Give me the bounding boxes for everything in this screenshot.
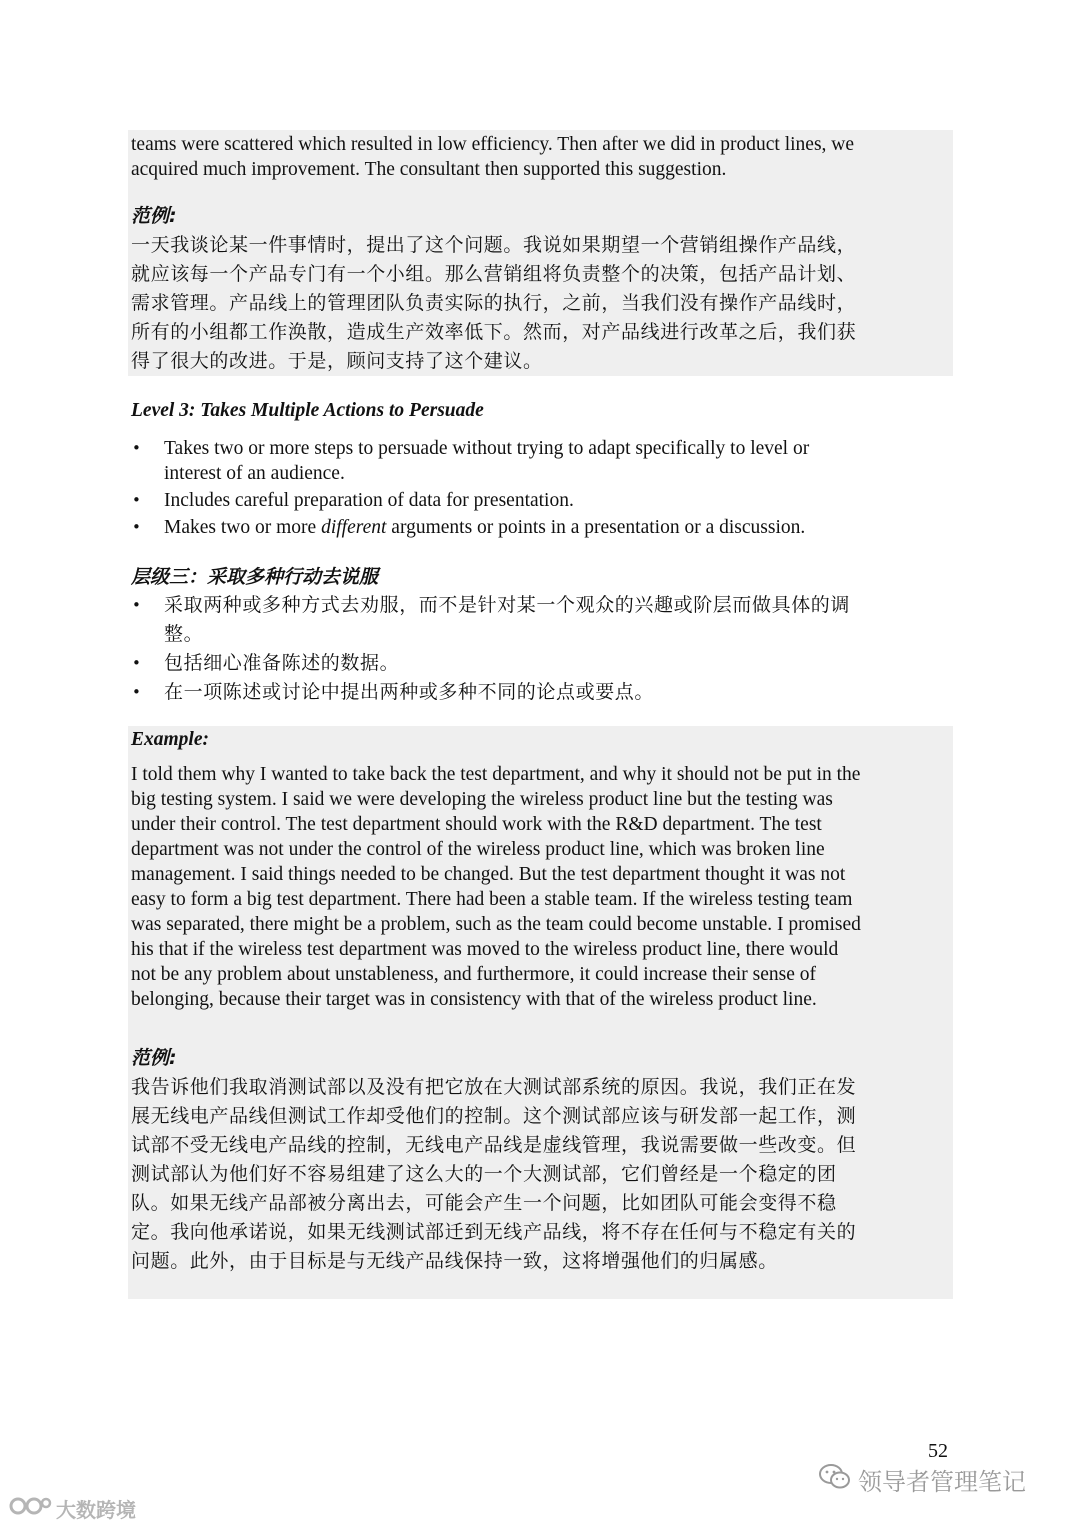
chinese-line: 我告诉他们我取消测试部以及没有把它放在大测试部系统的原因。我说，我们正在发 [131,1076,857,1098]
english-line: big testing system. I said we were developing the wireless product line but the testing was [131,789,833,810]
english-line: was separated, there might be a problem, such as the team could become unstable. I promised [131,914,861,935]
chinese-line: 需求管理。产品线上的管理团队负责实际的执行，之前，当我们没有操作产品线时， [131,292,857,314]
chinese-line: 一天我谈论某一件事情时，提出了这个问题。我说如果期望一个营销组操作产品线， [131,234,857,256]
chinese-example-label: 范例: [131,205,177,227]
watermark-right [818,1462,1026,1497]
level3-zh-bullet-list [131,591,951,707]
level3-zh-bullet-1 [131,591,951,649]
bullet-text: 包括细心准备陈述的数据。 [164,652,400,674]
example-block-1-content [131,132,951,376]
chinese-line: 展无线电产品线但测试工作却受他们的控制。这个测试部应该与研发部一起工作，测 [131,1105,857,1127]
english-line: acquired much improvement. The consultant then supported this suggestion. [131,159,727,180]
chinese-line: 就应该每一个产品专门有一个小组。那么营销组将负责整个的决策，包括产品计划、 [131,263,857,285]
english-line: easy to form a big test department. There had been a stable team. If the wireless testing team [131,889,853,910]
english-line: I told them why I wanted to take back the test department, and why it should not be put in the [131,764,861,785]
level3-zh-bullet-2 [131,649,951,678]
bullet-text: Takes two or more steps to persuade without trying to adapt specifically to level or [164,438,810,459]
example-block-2-content [131,727,951,1276]
chinese-line: 试部不受无线电产品线的控制，无线电产品线是虚线管理，我说需要做一些改变。但 [131,1134,857,1156]
bullet-text: 采取两种或多种方式去劝服，而不是针对某一个观众的兴趣或阶层而做具体的调 [164,594,851,616]
level3-bullet-3 [131,515,951,540]
bullet-text: interest of an audience. [164,463,345,484]
watermark-left-text: 大数跨境 [56,1498,136,1522]
level3-zh-heading: 层级三：采取多种行动去说服 [131,566,379,588]
english-line: department was not under the control of the wireless product line, which was broken line [131,839,825,860]
chinese-line: 测试部认为他们好不容易组建了这么大的一个大测试部，它们曾经是一个稳定的团 [131,1163,837,1185]
emphasis-text: different [321,517,387,538]
chinese-example-label: 范例: [131,1047,177,1069]
wechat-icon [818,1463,852,1497]
brand-logo-icon [8,1495,52,1522]
english-line: belonging, because their target was in consistency with that of the wireless product line. [131,989,817,1010]
english-line: not be any problem about unstableness, and furthermore, it could increase their sense of [131,964,816,985]
bullet-text: 在一项陈述或讨论中提出两种或多种不同的论点或要点。 [164,681,655,703]
english-line: teams were scattered which resulted in low efficiency. Then after we did in product lines, we [131,134,855,155]
level3-bullet-list [131,436,951,540]
level3-zh-bullet-3 [131,678,951,707]
level3-bullet-1 [131,436,951,486]
chinese-line: 所有的小组都工作涣散，造成生产效率低下。然而，对产品线进行改革之后，我们获 [131,321,857,343]
bullet-text: Makes two or more [164,517,322,538]
example-label: Example: [131,729,209,750]
page-number: 52 [928,1440,948,1462]
english-line: under their control. The test department should work with the R&D department. The test [131,814,822,835]
watermark-left [8,1494,136,1523]
english-line: his that if the wireless test department was moved to the wireless product line, there would [131,939,839,960]
bullet-text: arguments or points in a presentation or a discussion. [386,517,806,538]
level3-heading: Level 3: Takes Multiple Actions to Persuade [131,400,484,421]
bullet-text: 整。 [164,623,204,645]
english-line: management. I said things needed to be changed. But the test department thought it was not [131,864,846,885]
level3-bullet-2 [131,488,951,513]
chinese-line: 队。如果无线产品部被分离出去，可能会产生一个问题，比如团队可能会变得不稳 [131,1192,837,1214]
bullet-text: Includes careful preparation of data for presentation. [164,490,574,511]
chinese-line: 得了很大的改进。于是，顾问支持了这个建议。 [131,350,543,372]
chinese-line: 定。我向他承诺说，如果无线测试部迁到无线产品线，将不存在任何与不稳定有关的 [131,1221,857,1243]
watermark-right-text: 领导者管理笔记 [858,1468,1026,1496]
chinese-line: 问题。此外，由于目标是与无线产品线保持一致，这将增强他们的归属感。 [131,1250,778,1272]
